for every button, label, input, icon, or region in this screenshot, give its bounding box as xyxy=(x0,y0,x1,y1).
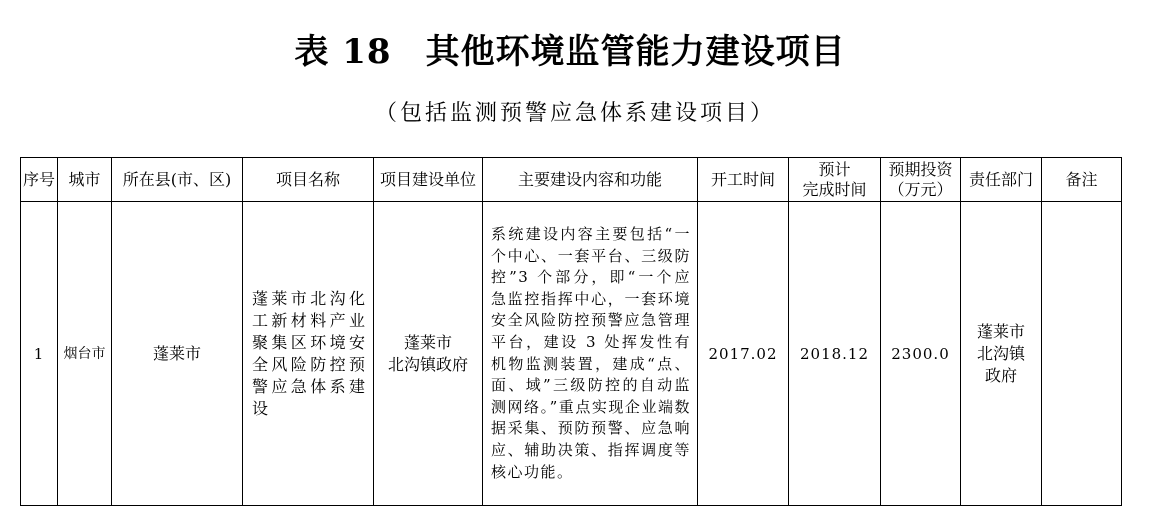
header-remark: 备注 xyxy=(1042,158,1122,202)
cell-county: 蓬莱市 xyxy=(112,202,243,506)
table-number: 表 18 xyxy=(294,32,392,72)
cell-department: 蓬莱市 北沟镇 政府 xyxy=(961,202,1042,506)
cell-content xyxy=(483,202,698,506)
project-name-text: 蓬莱市北沟化工新材料产业聚集区环境安全风险防控预警应急体系建设 xyxy=(252,288,368,418)
table-title-text: 其他环境监管能力建设项目 xyxy=(425,32,846,72)
cell-investment: 2300.0 xyxy=(881,202,961,506)
project-table xyxy=(20,157,1122,506)
header-builder: 项目建设单位 xyxy=(374,158,483,202)
table-row xyxy=(21,202,1122,506)
header-department: 责任部门 xyxy=(961,158,1042,202)
header-content: 主要建设内容和功能 xyxy=(483,158,698,202)
header-finish-time: 预计 完成时间 xyxy=(789,158,881,202)
header-investment: 预期投资 （万元） xyxy=(881,158,961,202)
cell-index: 1 xyxy=(21,202,58,506)
header-project-name: 项目名称 xyxy=(243,158,374,202)
cell-finish-time: 2018.12 xyxy=(789,202,881,506)
page-subtitle: （包括监测预警应急体系建设项目） xyxy=(374,101,775,126)
header-city: 城市 xyxy=(58,158,112,202)
cell-city: 烟台市 xyxy=(58,202,112,506)
table-header-row xyxy=(21,158,1122,202)
cell-start-time: 2017.02 xyxy=(698,202,789,506)
page-title xyxy=(0,30,1140,74)
header-start-time: 开工时间 xyxy=(698,158,789,202)
cell-builder: 蓬莱市 北沟镇政府 xyxy=(374,202,483,506)
cell-project-name xyxy=(243,202,374,506)
content-text: 系统建设内容主要包括“一个中心、一套平台、三级防控”3 个部分，即“一个应急监控指挥中心，一套环境安全风险防控预警应急管理平台，建设 3 处挥发性有机物监测装置，建成“点、面、域”三级防控的自动监测网络。”重点实现企业端数据采集、预防预警、应急响应、辅助决策、指挥调度等核心功能。 xyxy=(491,225,691,481)
header-index: 序号 xyxy=(21,158,58,202)
cell-remark xyxy=(1042,202,1122,506)
header-county: 所在县(市、区) xyxy=(112,158,243,202)
